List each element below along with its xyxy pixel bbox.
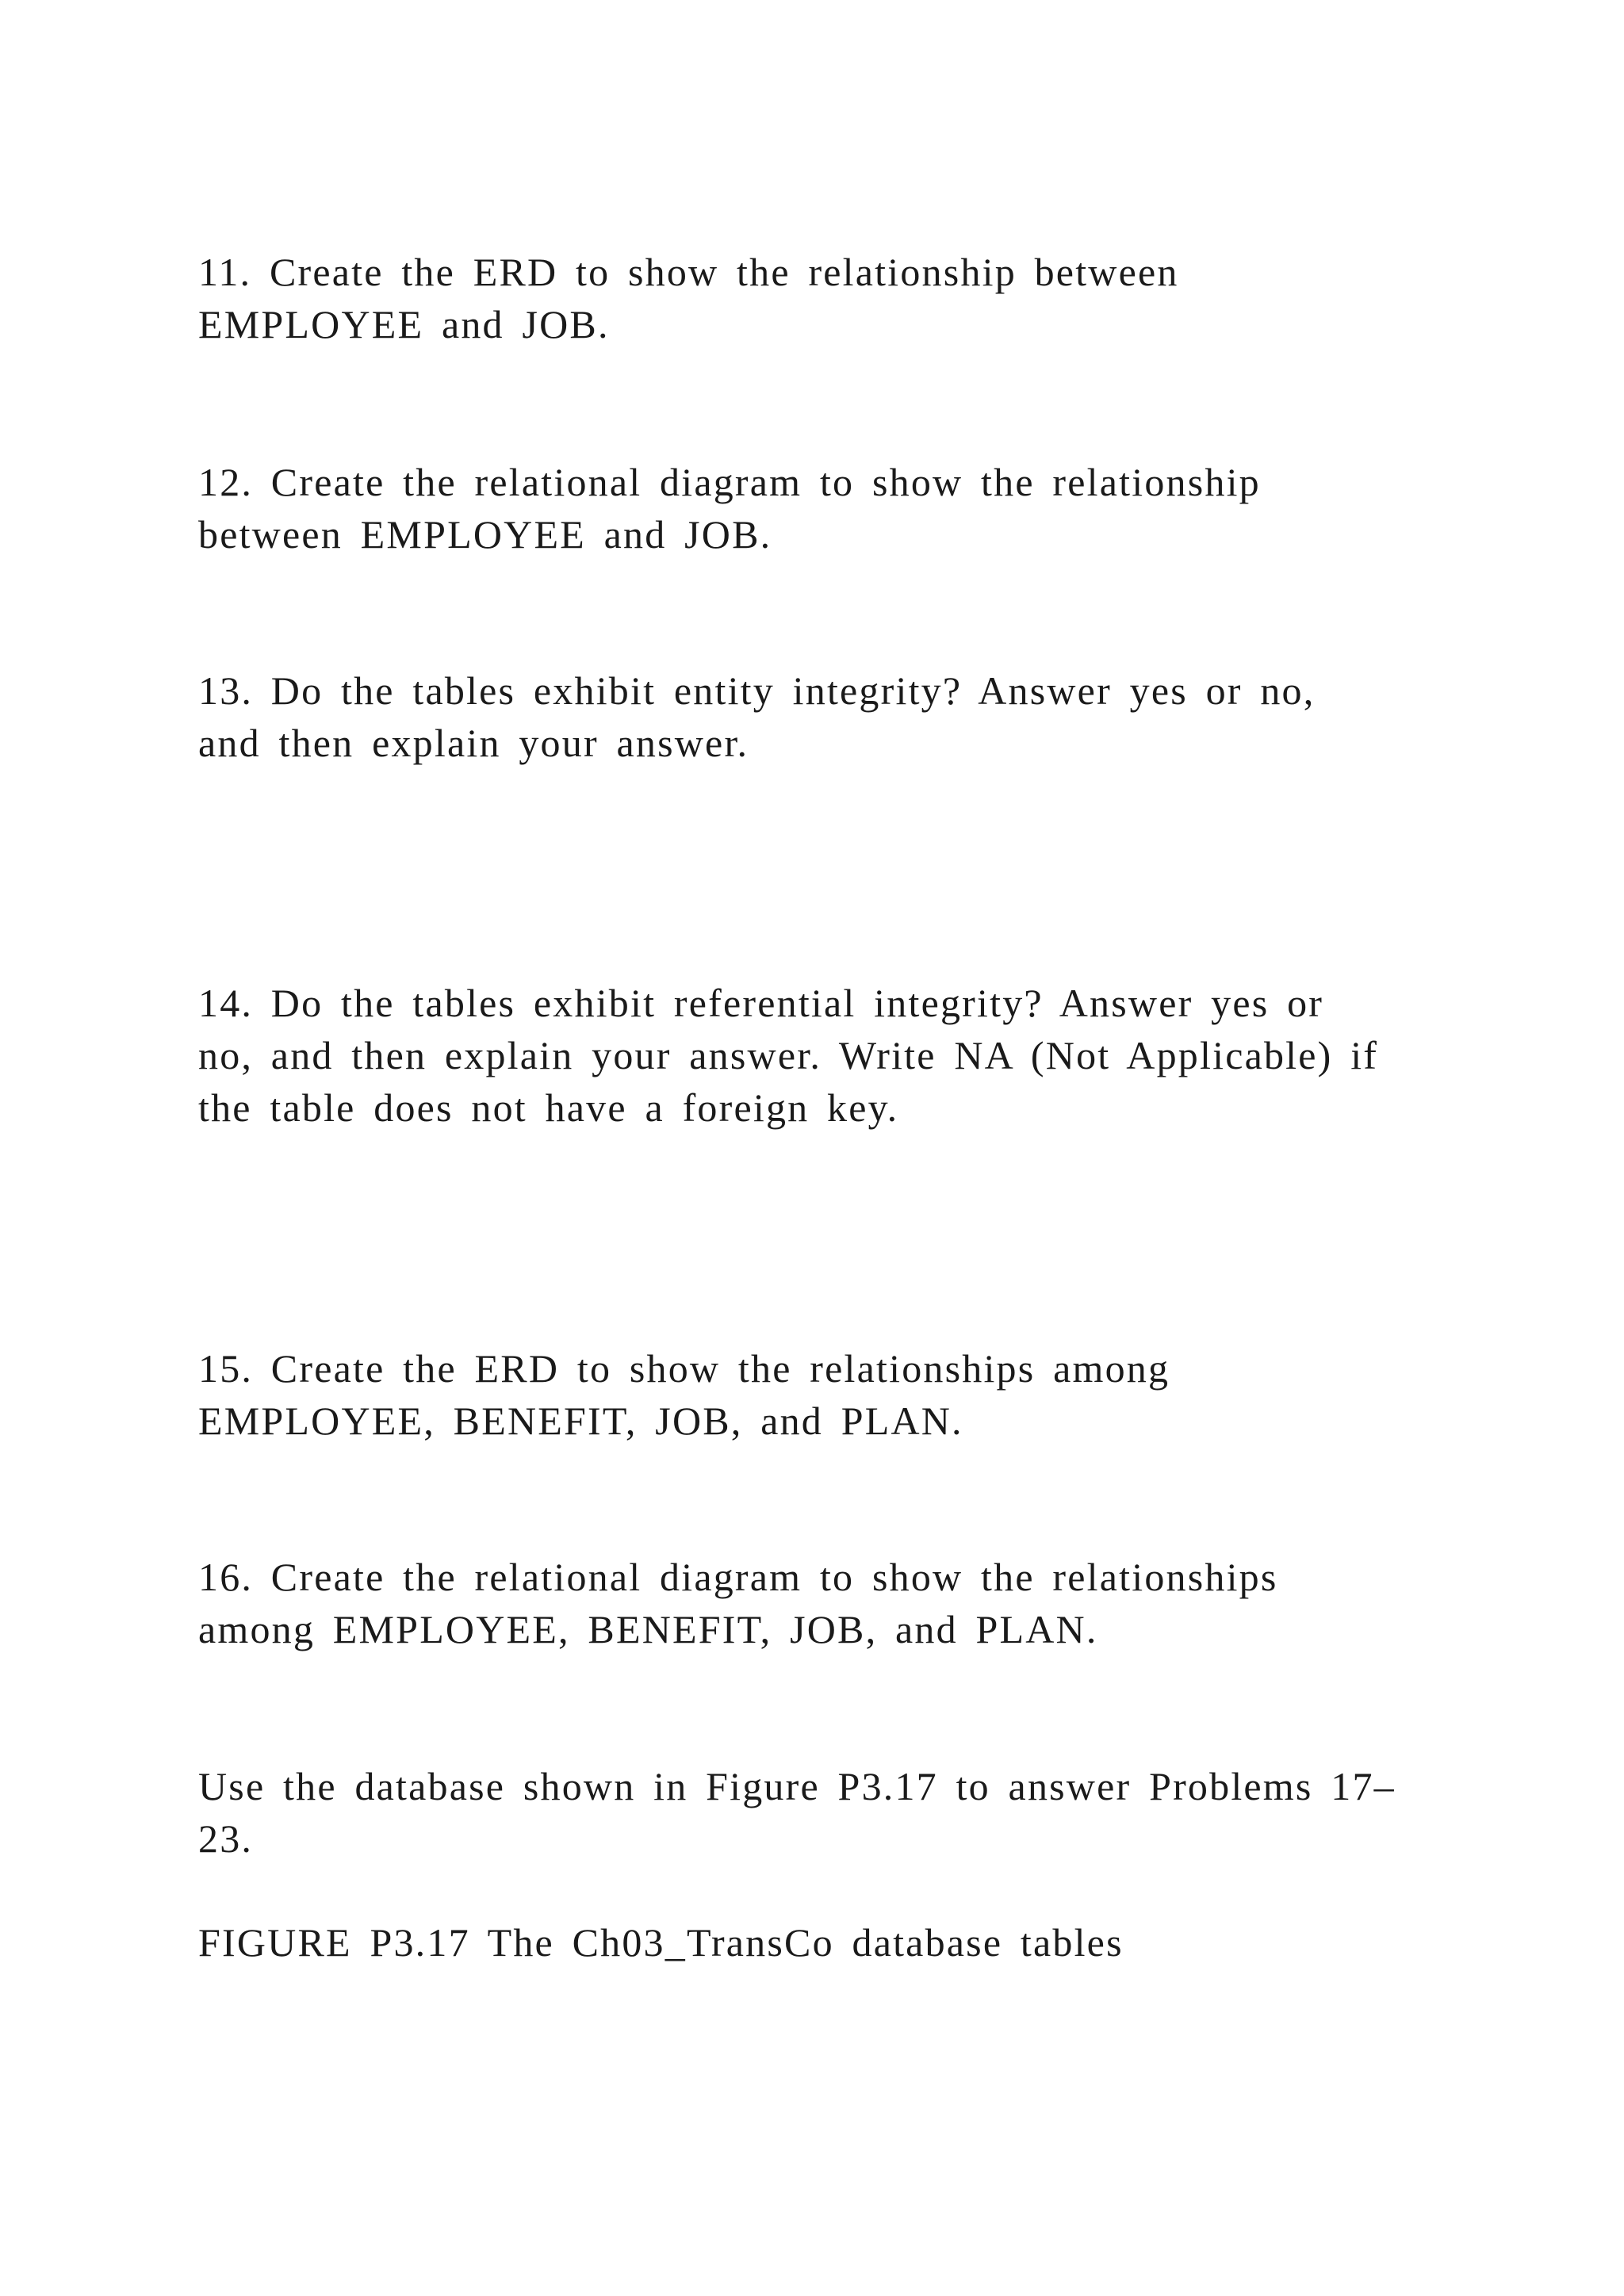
problem-14-line-3: the table does not have a foreign key.	[198, 1085, 899, 1130]
instruction-line-1: Use the database shown in Figure P3.17 to answer Problems 17–	[198, 1764, 1396, 1808]
problem-12-line-2: between EMPLOYEE and JOB.	[198, 512, 772, 557]
problem-14-line-2: no, and then explain your answer. Write NA (Not Applicable) if	[198, 1033, 1379, 1077]
problem-11-line-2: EMPLOYEE and JOB.	[198, 302, 610, 346]
problem-13-line-1: 13. Do the tables exhibit entity integrity? Answer yes or no,	[198, 668, 1316, 713]
problem-15-line-1: 15. Create the ERD to show the relationships among	[198, 1346, 1170, 1391]
problem-12-line-1: 12. Create the relational diagram to show the relationship	[198, 460, 1261, 504]
problem-15-line-2: EMPLOYEE, BENEFIT, JOB, and PLAN.	[198, 1399, 963, 1443]
problem-13-line-2: and then explain your answer.	[198, 721, 749, 765]
instruction-line-2: 23.	[198, 1816, 254, 1861]
problem-16-line-1: 16. Create the relational diagram to show the relationships	[198, 1555, 1278, 1599]
problem-11-line-1: 11. Create the ERD to show the relationship between	[198, 250, 1179, 294]
problem-14-line-1: 14. Do the tables exhibit referential integrity? Answer yes or	[198, 981, 1324, 1025]
problem-16-line-2: among EMPLOYEE, BENEFIT, JOB, and PLAN.	[198, 1607, 1098, 1651]
figure-caption: FIGURE P3.17 The Ch03_TransCo database tables	[198, 1920, 1124, 1965]
